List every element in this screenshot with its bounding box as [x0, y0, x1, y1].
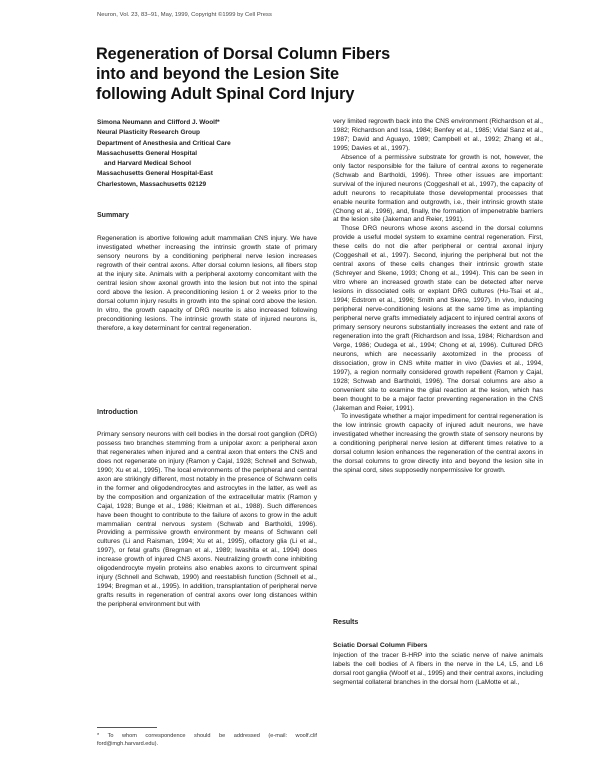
introduction-heading: Introduction	[97, 409, 138, 416]
title-line-2: into and beyond the Lesion Site	[96, 65, 339, 83]
affiliation-line: Massachusetts General Hospital	[97, 149, 198, 157]
affiliation-line: Charlestown, Massachusetts 02129	[97, 180, 207, 188]
introduction-paragraph: Primary sensory neurons with cell bodies in the dorsal root ganglion (DRG) possess two branches stemming from a unipolar axon: a peripheral axon that regenerates when injured and a central axon that enters the CNS and does not regenerate on injury (Ramon y Cajal, 1928; Schnell and Schwab, 1990; Xu et al., 1995). The local environments of the peripheral and central axon are strikingly different, most notably in the presence of Schwann cells in the former and oligodendrocytes and astrocytes in the latter, as well as by the composition and organization of the extracellular matrix (Ramon y Cajal, 1928; Bunge et al., 1986; Kleitman et al., 1988). Such differences have been thought to contribute to the failure of axons to grow in the adult mammalian central nervous system (Schwab and Bartholdi, 1996). Providing a permissive growth environment by means of Schwann cell cultures (Li and Raisman, 1994; Xu et al., 1995), olfactory glia (Li et al., 1997), or fetal grafts (Bregman et al., 1989; Iwashita et al., 1994) does increase growth of injured CNS axons. Neutralizing growth cone inhibiting oligodendrocyte myelin proteins also enables axons to circumvent spinal injury (Schnell and Schwab, 1990) and reestablish function (Schnell et al., 1994; Bregman et al., 1995). In addition, transplantation of peripheral nerve grafts results in regeneration of central axons over long distances within the peripheral environment but with	[97, 431, 317, 609]
results-paragraph: Injection of the tracer B-HRP into the sciatic nerve of naive animals labels the cell bodies of A fibers in the nerve in the L4, L5, and L6 dorsal root ganglia (Woolf et al., 1995) and their central axons, including segmental collateral branches in the dorsal horn (LaMotte et al.,	[333, 652, 543, 686]
author-names: Simona Neumann and Clifford J. Woolf*	[97, 119, 220, 126]
intro-paragraph-3: Those DRG neurons whose axons ascend in the dorsal columns provide a useful model system to examine central regeneration. First, these cells do not die after peripheral or central axonal injury (Coggeshall et al., 1997). Second, injuring the peripheral but not the central axons of these cells changes their intrinsic growth state (Schreyer and Skene, 1993; Chong et al., 1994). This can be seen in vitro where an increased growth state can be detected after nerve lesions in dissociated cells or explant DRG cultures (Hu-Tsai et al., 1994; Edstrom et al., 1996; Smith and Skene, 1997). In vivo, inducing peripheral nerve-conditioning lesions at the same time as implanting peripheral nerve grafts immediately adjacent to injured central axons of primary sensory neurons substantially increases the extent and rate of regeneration into the graft (Richardson and Issa, 1984; Richardson and Verge, 1986; Oudega et al., 1994; Chong et al, 1996). Cultured DRG neurons, which are necessarily axotomized in the process of dissociation, grow in CNS white matter in vivo (Davies et al., 1994, 1997), a region normally considered growth repellent (Ramon y Cajal, 1928; Schwab and Bartholdi, 1996). The dorsal columns are also a convenient site to examine the glial reaction at the lesion, which has been thought to be a major factor preventing regeneration in the CNS (Jakeman and Reier, 1991).	[333, 225, 543, 412]
right-column-text	[333, 118, 543, 476]
footnote-divider	[97, 727, 157, 728]
intro-paragraph-2: Absence of a permissive substrate for growth is not, however, the only factor responsible for the failure of central axons to regenerate (Schwab and Bartholdi, 1996). Three other issues are important: survival of the injured neurons (Coggeshall et al., 1997), the capacity of adult neurons to recapitulate those developmental processes that enable neurite formation and outgrowth, i.e., their intrinsic growth state (Chong et al., 1996), and, finally, the formation of impenetrable barriers at the lesion site (Jakeman and Reier, 1991).	[333, 153, 543, 224]
article-title	[96, 44, 390, 104]
results-subheading: Sciatic Dorsal Column Fibers	[333, 642, 428, 649]
correspondence-footnote: * To whom correspondence should be addressed (e-mail: woolf.clif ford@mgh.harvard.edu).	[97, 733, 317, 747]
title-line-1: Regeneration of Dorsal Column Fibers	[96, 45, 391, 63]
journal-header: Neuron, Vol. 23, 83–91, May, 1999, Copyright ©1999 by Cell Press	[97, 12, 272, 18]
summary-text	[97, 235, 317, 333]
intro-paragraph-4: To investigate whether a major impediment for central regeneration is the low intrinsic growth capacity of injured adult neurons, we have investigated whether increasing the growth state of sensory neurons by a conditioning peripheral nerve lesion at different times relative to a dorsal column lesion enhances the regeneration of the central axons in the dorsal columns to grow directly into and beyond the lesion site in the spinal cord, sites supposedly nonpermissive for growth.	[333, 413, 543, 475]
results-text	[333, 652, 543, 688]
introduction-text	[97, 431, 317, 610]
author-block	[97, 118, 317, 190]
title-line-3: following Adult Spinal Cord Injury	[96, 85, 355, 103]
summary-heading: Summary	[97, 212, 129, 219]
summary-paragraph: Regeneration is abortive following adult mammalian CNS injury. We have investigated whether increasing the intrinsic growth state of primary sensory neurons by a conditioning peripheral nerve lesion increases regrowth of their central axons. After dorsal column lesions, all fibers stop at the injury site. Animals with a peripheral axotomy concomitant with the central lesion show axonal growth into the lesion but not into the spinal cord above the lesion. A preconditioning lesion 1 or 2 weeks prior to the dorsal column injury results in growth into the spinal cord above the lesion. In vitro, the growth capacity of DRG neurite is also increased following preconditioning lesions. The intrinsic growth state of injured neurons is, therefore, a key determinant for central regeneration.	[97, 235, 317, 332]
results-heading: Results	[333, 619, 359, 626]
affiliation-line: Massachusetts General Hospital-East	[97, 170, 213, 178]
affiliation-line: Neural Plasticity Research Group	[97, 129, 200, 137]
affiliation-line: and Harvard Medical School	[104, 160, 192, 168]
intro-continued-paragraph: very limited regrowth back into the CNS environment (Richardson et al., 1982; Richardson and Issa, 1984; Benfey et al., 1985; Vidal Sanz et al., 1987; David and Aguayo, 1989; Campbell et al., 1992; Zhang et al., 1995; Davies et al., 1997).	[333, 118, 543, 152]
affiliation-line: Department of Anesthesia and Critical Care	[97, 139, 231, 147]
